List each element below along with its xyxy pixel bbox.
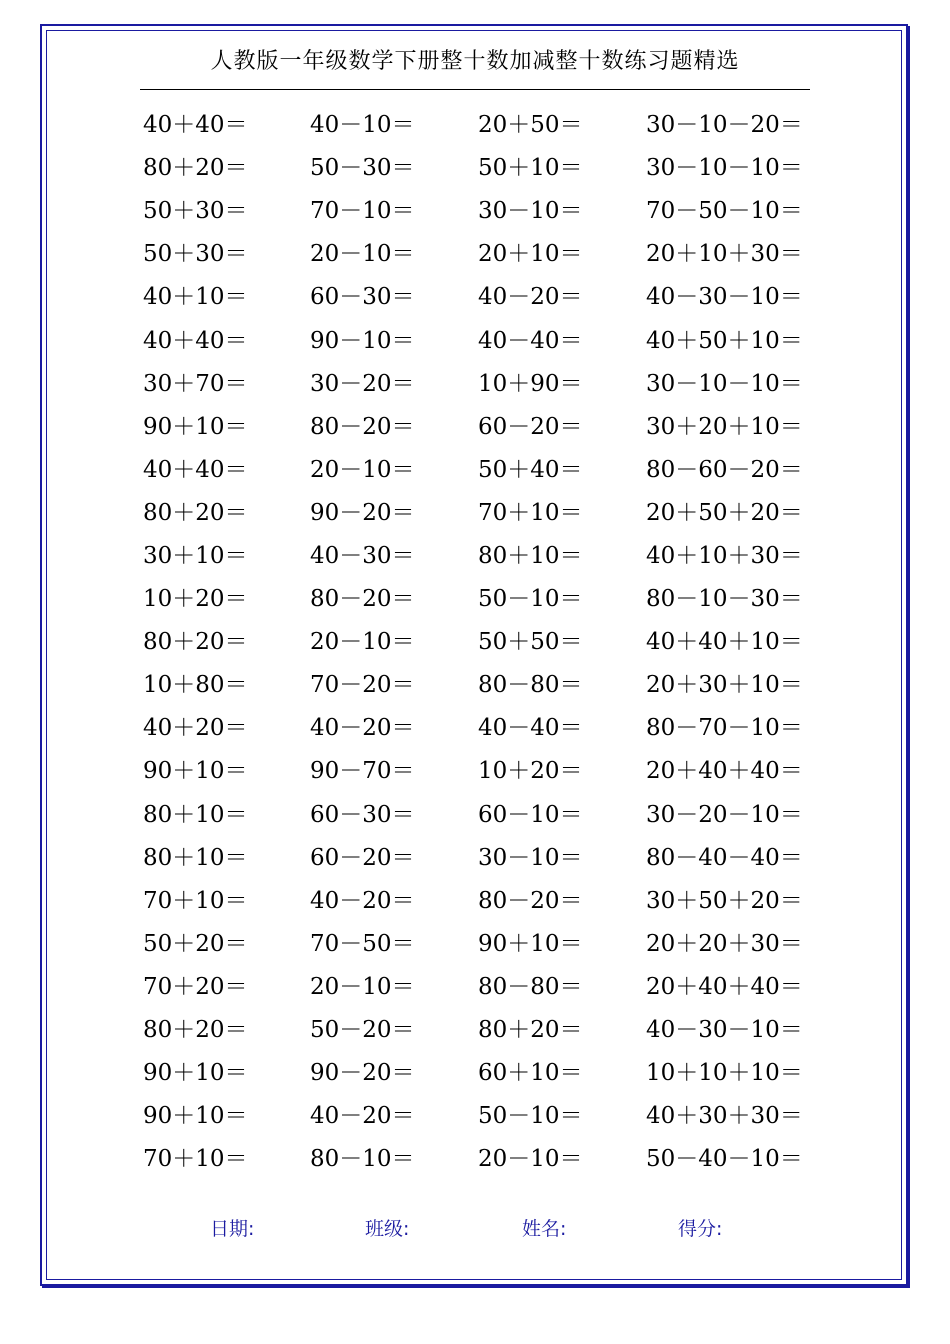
problem-item: 30＋70＝ xyxy=(143,370,248,397)
problem-item: 10＋10＋10＝ xyxy=(646,1060,803,1087)
problem-item: 70－50－10＝ xyxy=(646,198,803,225)
problem-row xyxy=(143,661,823,704)
problem-item: 80＋10＝ xyxy=(143,801,248,828)
problem-item: 70＋10＝ xyxy=(478,499,583,526)
problem-item: 90－20＝ xyxy=(310,499,415,526)
problem-item: 30－10－20＝ xyxy=(646,112,803,139)
problem-item: 80＋20＝ xyxy=(143,1017,248,1044)
problem-item: 50－10＝ xyxy=(478,1103,583,1130)
problem-item: 70－20＝ xyxy=(310,672,415,699)
problem-item: 70－10＝ xyxy=(310,198,415,225)
problem-item: 50－20＝ xyxy=(310,1017,415,1044)
problem-item: 20＋20＋30＝ xyxy=(646,930,803,957)
problem-row xyxy=(143,920,823,963)
problem-item: 20＋10＝ xyxy=(478,241,583,268)
problem-item: 70＋20＝ xyxy=(143,973,248,1000)
problem-item: 20＋50＝ xyxy=(478,112,583,139)
problem-row xyxy=(143,489,823,532)
problem-item: 80－10＝ xyxy=(310,1146,415,1173)
worksheet-footer xyxy=(0,1214,950,1238)
problem-item: 40＋30＋30＝ xyxy=(646,1103,803,1130)
problem-item: 30＋50＋20＝ xyxy=(646,887,803,914)
problem-item: 50＋50＝ xyxy=(478,629,583,656)
problem-item: 40－30＝ xyxy=(310,542,415,569)
problem-item: 40－20＝ xyxy=(310,715,415,742)
problem-item: 80－10－30＝ xyxy=(646,586,803,613)
problem-row xyxy=(143,1006,823,1049)
problem-item: 40－10＝ xyxy=(310,112,415,139)
problem-row xyxy=(143,1049,823,1092)
problem-item: 20－10＝ xyxy=(310,629,415,656)
problem-item: 30－10＝ xyxy=(478,198,583,225)
problem-item: 40－20＝ xyxy=(478,284,583,311)
problem-item: 30－20＝ xyxy=(310,370,415,397)
problem-item: 10＋80＝ xyxy=(143,672,248,699)
problem-row xyxy=(143,963,823,1006)
problem-item: 60－10＝ xyxy=(478,801,583,828)
problem-item: 50＋30＝ xyxy=(143,241,248,268)
problem-item: 50＋20＝ xyxy=(143,930,248,957)
problem-item: 20＋40＋40＝ xyxy=(646,973,803,1000)
problem-row xyxy=(143,230,823,273)
problem-row xyxy=(143,877,823,920)
problem-item: 90＋10＝ xyxy=(143,1060,248,1087)
problem-row xyxy=(143,144,823,187)
problem-item: 80＋20＝ xyxy=(478,1017,583,1044)
problem-item: 30＋20＋10＝ xyxy=(646,413,803,440)
title-underline xyxy=(140,89,810,90)
problem-item: 40－20＝ xyxy=(310,887,415,914)
problem-item: 80－20＝ xyxy=(310,413,415,440)
problem-item: 60－20＝ xyxy=(478,413,583,440)
problem-item: 80－80＝ xyxy=(478,973,583,1000)
problem-item: 20－10＝ xyxy=(310,456,415,483)
problem-item: 80－80＝ xyxy=(478,672,583,699)
problem-item: 40－30－10＝ xyxy=(646,284,803,311)
problem-item: 20－10＝ xyxy=(310,241,415,268)
problem-item: 10＋90＝ xyxy=(478,370,583,397)
problem-item: 20－10＝ xyxy=(310,973,415,1000)
problem-row xyxy=(143,101,823,144)
problem-item: 80－60－20＝ xyxy=(646,456,803,483)
problem-row xyxy=(143,747,823,790)
problem-row xyxy=(143,446,823,489)
problem-item: 80－70－10＝ xyxy=(646,715,803,742)
problem-item: 30－10－10＝ xyxy=(646,370,803,397)
problem-item: 60－30＝ xyxy=(310,801,415,828)
problem-item: 40＋40＝ xyxy=(143,456,248,483)
problem-item: 40－40＝ xyxy=(478,327,583,354)
problem-item: 50－40－10＝ xyxy=(646,1146,803,1173)
problem-row xyxy=(143,187,823,230)
problem-item: 20＋10＋30＝ xyxy=(646,241,803,268)
problem-item: 60－20＝ xyxy=(310,844,415,871)
problem-item: 20＋50＋20＝ xyxy=(646,499,803,526)
problem-item: 90－20＝ xyxy=(310,1060,415,1087)
problem-item: 50－10＝ xyxy=(478,586,583,613)
name-label: 姓名: xyxy=(522,1218,567,1240)
problem-item: 80－20＝ xyxy=(310,586,415,613)
problem-item: 70－50＝ xyxy=(310,930,415,957)
problem-item: 50－30＝ xyxy=(310,155,415,182)
problem-item: 30－10＝ xyxy=(478,844,583,871)
problem-row xyxy=(143,704,823,747)
problem-item: 30－20－10＝ xyxy=(646,801,803,828)
problem-item: 40＋20＝ xyxy=(143,715,248,742)
problem-item: 80＋20＝ xyxy=(143,155,248,182)
problem-item: 30＋10＝ xyxy=(143,542,248,569)
problem-item: 70＋10＝ xyxy=(143,1146,248,1173)
score-label: 得分: xyxy=(678,1218,723,1240)
problem-item: 10＋20＝ xyxy=(143,586,248,613)
problem-item: 30－10－10＝ xyxy=(646,155,803,182)
date-label: 日期: xyxy=(210,1218,255,1240)
problem-row xyxy=(143,618,823,661)
problem-row xyxy=(143,834,823,877)
problem-item: 40＋50＋10＝ xyxy=(646,327,803,354)
problem-item: 80－40－40＝ xyxy=(646,844,803,871)
problem-item: 70＋10＝ xyxy=(143,887,248,914)
problem-row xyxy=(143,1092,823,1135)
problem-item: 40＋10＋30＝ xyxy=(646,542,803,569)
problem-item: 80＋10＝ xyxy=(478,542,583,569)
problem-row xyxy=(143,273,823,316)
problem-item: 90＋10＝ xyxy=(143,413,248,440)
problem-row xyxy=(143,532,823,575)
problem-item: 40＋40＋10＝ xyxy=(646,629,803,656)
problem-item: 80＋20＝ xyxy=(143,499,248,526)
problem-item: 40＋40＝ xyxy=(143,327,248,354)
problem-item: 90＋10＝ xyxy=(143,1103,248,1130)
problem-row xyxy=(143,575,823,618)
problem-item: 10＋20＝ xyxy=(478,758,583,785)
problem-item: 60＋10＝ xyxy=(478,1060,583,1087)
problem-item: 80－20＝ xyxy=(478,887,583,914)
problem-item: 80＋10＝ xyxy=(143,844,248,871)
problem-item: 20＋40＋40＝ xyxy=(646,758,803,785)
problem-item: 90＋10＝ xyxy=(143,758,248,785)
problem-item: 80＋20＝ xyxy=(143,629,248,656)
problem-item: 20＋30＋10＝ xyxy=(646,672,803,699)
worksheet-title: 人教版一年级数学下册整十数加减整十数练习题精选 xyxy=(210,49,740,74)
problem-grid xyxy=(143,101,823,1178)
problem-item: 50＋10＝ xyxy=(478,155,583,182)
problem-row xyxy=(143,791,823,834)
problem-item: 60－30＝ xyxy=(310,284,415,311)
problem-item: 40－30－10＝ xyxy=(646,1017,803,1044)
problem-row xyxy=(143,360,823,403)
problem-item: 50＋30＝ xyxy=(143,198,248,225)
problem-item: 40＋40＝ xyxy=(143,112,248,139)
problem-item: 40－40＝ xyxy=(478,715,583,742)
class-label: 班级: xyxy=(365,1218,410,1240)
problem-row xyxy=(143,316,823,359)
problem-item: 90－10＝ xyxy=(310,327,415,354)
problem-item: 50＋40＝ xyxy=(478,456,583,483)
problem-row xyxy=(143,1135,823,1178)
problem-item: 40－20＝ xyxy=(310,1103,415,1130)
problem-row xyxy=(143,403,823,446)
problem-item: 40＋10＝ xyxy=(143,284,248,311)
problem-item: 90＋10＝ xyxy=(478,930,583,957)
problem-item: 90－70＝ xyxy=(310,758,415,785)
problem-item: 20－10＝ xyxy=(478,1146,583,1173)
